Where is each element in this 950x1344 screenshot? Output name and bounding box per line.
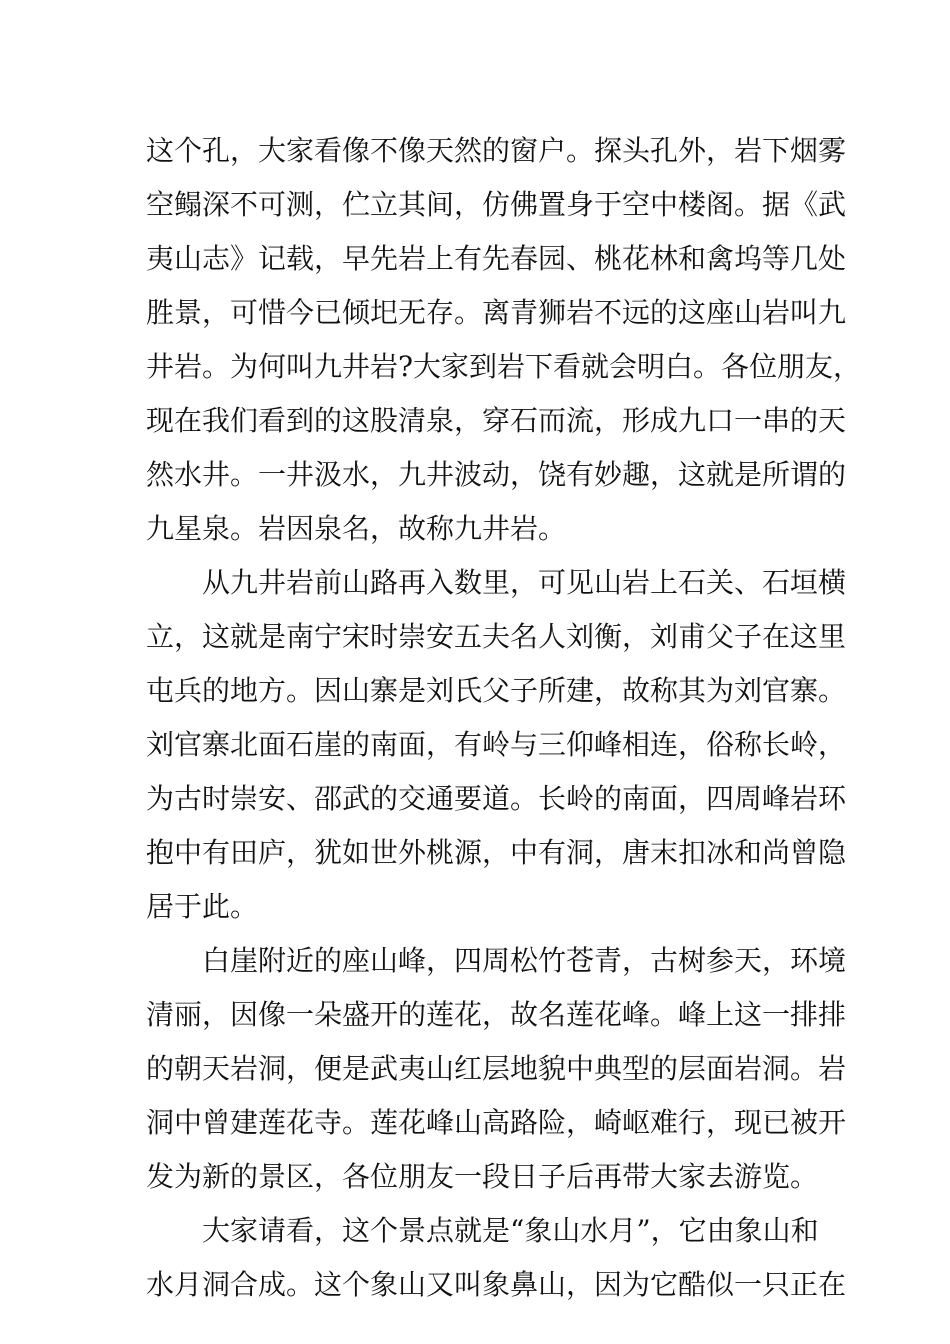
text-line: 立，这就是南宁宋时崇安五夫名人刘衡，刘甫父子在这里 xyxy=(146,620,847,653)
text-line: 为古时崇安、邵武的交通要道。长岭的南面，四周峰岩环 xyxy=(146,782,847,815)
text-line: 刘官寨北面石崖的南面，有岭与三仰峰相连，俗称长岭， xyxy=(146,728,847,761)
text-line: 清丽，因像一朵盛开的莲花，故名莲花峰。峰上这一排排 xyxy=(146,998,847,1031)
text-line: 井岩。为何叫九井岩?大家到岩下看就会明白。各位朋友， xyxy=(146,350,862,383)
text-line: 白崖附近的座山峰，四周松竹苍青，古树参天，环境 xyxy=(202,944,847,977)
text-line: 水月洞合成。这个象山又叫象鼻山，因为它酷似一只正在 xyxy=(146,1268,847,1301)
text-line: 然水井。一井汲水，九井波动，饶有妙趣，这就是所谓的 xyxy=(146,458,847,491)
text-line: 九星泉。岩因泉名，故称九井岩。 xyxy=(146,512,567,545)
text-line: 的朝天岩洞，便是武夷山红层地貌中典型的层面岩洞。岩 xyxy=(146,1052,847,1085)
text-line: 大家请看，这个景点就是“象山水月”，它由象山和 xyxy=(202,1214,819,1247)
text-line: 抱中有田庐，犹如世外桃源，中有洞，唐末扣冰和尚曾隐 xyxy=(146,836,847,869)
text-line: 空鳎深不可测，伫立其间，仿佛置身于空中楼阁。据《武 xyxy=(146,188,847,221)
text-line: 胜景，可惜今已倾圯无存。离青狮岩不远的这座山岩叫九 xyxy=(146,296,847,329)
paragraph xyxy=(146,556,847,934)
paragraph xyxy=(146,1204,847,1312)
paragraph xyxy=(146,934,847,1204)
text-line: 发为新的景区，各位朋友一段日子后再带大家去游览。 xyxy=(146,1160,819,1193)
body-text xyxy=(146,124,862,1312)
text-line: 现在我们看到的这股清泉，穿石而流，形成九口一串的天 xyxy=(146,404,847,437)
text-line: 屯兵的地方。因山寨是刘氏父子所建，故称其为刘官寨。 xyxy=(146,674,847,707)
text-line: 这个孔，大家看像不像天然的窗户。探头孔外，岩下烟雾 xyxy=(146,134,847,167)
paragraph xyxy=(146,124,862,556)
text-line: 从九井岩前山路再入数里，可见山岩上石关、石垣横 xyxy=(202,566,847,599)
text-line: 夷山志》记载，早先岩上有先春园、桃花林和禽坞等几处 xyxy=(146,242,847,275)
text-line: 居于此。 xyxy=(146,890,259,923)
text-line: 洞中曾建莲花寺。莲花峰山高路险，崎岖难行，现已被开 xyxy=(146,1106,847,1139)
